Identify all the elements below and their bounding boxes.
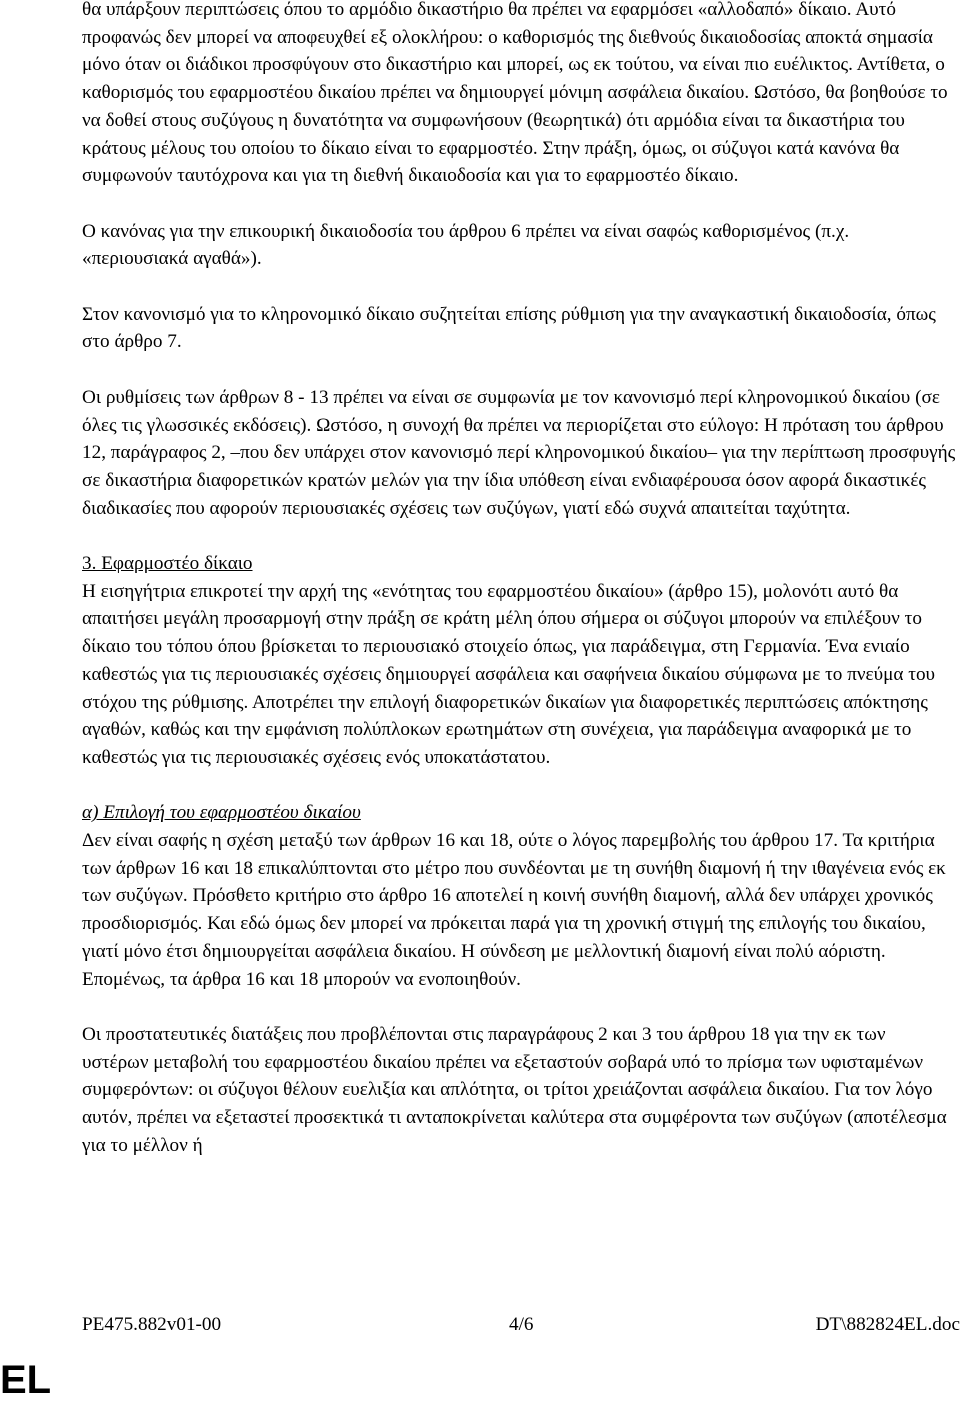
- language-code: EL: [0, 1358, 52, 1402]
- paragraph-gap: [82, 356, 956, 384]
- paragraph-5: Η εισηγήτρια επικροτεί την αρχή της «ενότητας του εφαρμοστέου δικαίου» (άρθρο 15), μολονότι αυτό θα απαιτήσει μεγάλη προσαρμογή στην πράξη σε κράτη μέλη όπου σήμερα οι σύζυγοι μπορούν να επιλέξουν το δίκαιο του τόπου όπου βρίσκεται το περιουσιακό στοιχείο όπως, για παράδειγμα, στη Γερμανία. Ένα ενιαίο καθεστώς για τις περιουσιακές σχέσεις δημιουργεί ασφάλεια και σαφήνεια δικαίου σύμφωνα με το πνεύμα του στόχου της ρύθμισης. Αποτρέπει την επιλογή διαφορετικών δικαίων για διαφορετικές περιπτώσεις απόκτησης αγαθών, καθώς και την εμφάνιση πολύπλοκων ερωτημάτων στη συνέχεια, για παράδειγμα αναφορικά με το καθεστώς για τις περιουσιακές σχέσεις ενός υποκατάστατου.: [82, 580, 936, 768]
- paragraph-7: Οι προστατευτικές διατάξεις που προβλέπονται στις παραγράφους 2 και 3 του άρθρου 18 για την εκ των υστέρων μεταβολή του εφαρμοστέου δικαίου πρέπει να εξεταστούν σοβαρά υπό το πρίσμα των υφισταμένων συμφερόντων: οι σύζυγοι θέλουν ευελιξία και απλότητα, οι τρίτοι χρειάζονται ασφάλεια δικαίου. Για τον λόγο αυτόν, πρέπει να εξεταστεί προσεκτικά τι ανταποκρίνεται καλύτερα στα συμφέροντα των συζύγων (αποτέλεσμα για το μέλλον ή: [82, 1023, 947, 1156]
- paragraph-gap: [82, 190, 956, 218]
- paragraph-3: Στον κανονισμό για το κληρονομικό δίκαιο συζητείται επίσης ρύθμιση για την αναγκαστική δικαιοδοσία, όπως στο άρθρο 7.: [82, 303, 936, 353]
- footer-doc-ref: PE475.882v01-00: [82, 1314, 222, 1335]
- paragraph-gap: [82, 273, 956, 301]
- section-heading-3: 3. Εφαρμοστέο δίκαιο: [82, 553, 253, 574]
- paragraph-gap: [82, 772, 956, 800]
- subsection-heading-a: α) Επιλογή του εφαρμοστέου δικαίου: [82, 802, 361, 824]
- paragraph-gap: [82, 522, 956, 550]
- paragraph-2: Ο κανόνας για την επικουρική δικαιοδοσία του άρθρου 6 πρέπει να είναι σαφώς καθορισμένος (π.χ. «περιουσιακά αγαθά»).: [82, 220, 850, 270]
- paragraph-gap: [82, 993, 956, 1021]
- footer-file-name: DT\882824EL.doc: [815, 1314, 960, 1335]
- paragraph-6: Δεν είναι σαφής η σχέση μεταξύ των άρθρων 16 και 18, ούτε ο λόγος παρεμβολής του άρθρου 17. Τα κριτήρια των άρθρων 16 και 18 επικαλύπτονται στο μέτρο που συνδέονται με τη συνήθη διαμονή ή την ιθαγένεια ενός εκ των συζύγων. Πρόσθετο κριτήριο στο άρθρο 16 αποτελεί η κοινή συνήθη διαμονή, αλλά δεν υπάρχει χρονικός προσδιορισμός. Και εδώ όμως δεν μπορεί να πρόκειται παρά για τη χρονική στιγμή της επιλογής του δικαίου, γιατί μόνο έτσι δημιουργείται ασφάλεια δικαίου. Η σύνδεση με μελλοντική διαμονή είναι πολύ αόριστη. Επομένως, τα άρθρα 16 και 18 μπορούν να ενοποιηθούν.: [82, 830, 946, 990]
- paragraph-4: Οι ρυθμίσεις των άρθρων 8 - 13 πρέπει να είναι σε συμφωνία με τον κανονισμό περί κληρονομικού δικαίου (σε όλες τις γλωσσικές εκδόσεις). Ωστόσο, η συνοχή θα πρέπει να περιορίζεται στο εύλογο: Η πρόταση του άρθρου 12, παράγραφος 2, –που δεν υπάρχει στον κανονισμό περί κληρονομικού δικαίου– για την περίπτωση προσφυγής σε δικαστήρια διαφορετικών κρατών μελών για την ίδια υπόθεση είναι ενδιαφέρουσα όσον αφορά δικαστικές διαδικασίες που αφορούν περιουσιακές σχέσεις των συζύγων, γιατί εδώ συχνά απαιτείται ταχύτητα.: [82, 386, 956, 519]
- paragraph-1: θα υπάρξουν περιπτώσεις όπου το αρμόδιο δικαστήριο θα πρέπει να εφαρμόσει «αλλοδαπό» δίκαιο. Αυτό προφανώς δεν μπορεί να αποφευχθεί εξ ολοκλήρου: ο καθορισμός της διεθνούς δικαιοδοσίας αποκτά σημασία μόνο όταν οι διάδικοι προσφύγουν στο δικαστήριο και μπορεί, ως εκ τούτου, να είναι πιο ευέλικτος. Αντίθετα, ο καθορισμός του εφαρμοστέου δικαίου πρέπει να δημιουργεί μόνιμη ασφάλεια δικαίου. Ωστόσο, θα βοηθούσε το να δοθεί στους συζύγους η δυνατότητα να συμφωνήσουν (θεωρητικά) ότι αρμόδια είναι τα δικαστήρια του κράτους μέλους του οποίου το δίκαιο είναι το εφαρμοστέο. Στην πράξη, όμως, οι σύζυγοι κατά κανόνα θα συμφωνούν ταυτόχρονα και για τη διεθνή δικαιοδοσία και για το εφαρμοστέο δίκαιο.: [82, 0, 948, 187]
- footer-page-number: 4/6: [509, 1314, 534, 1335]
- document-body: [82, 0, 956, 1159]
